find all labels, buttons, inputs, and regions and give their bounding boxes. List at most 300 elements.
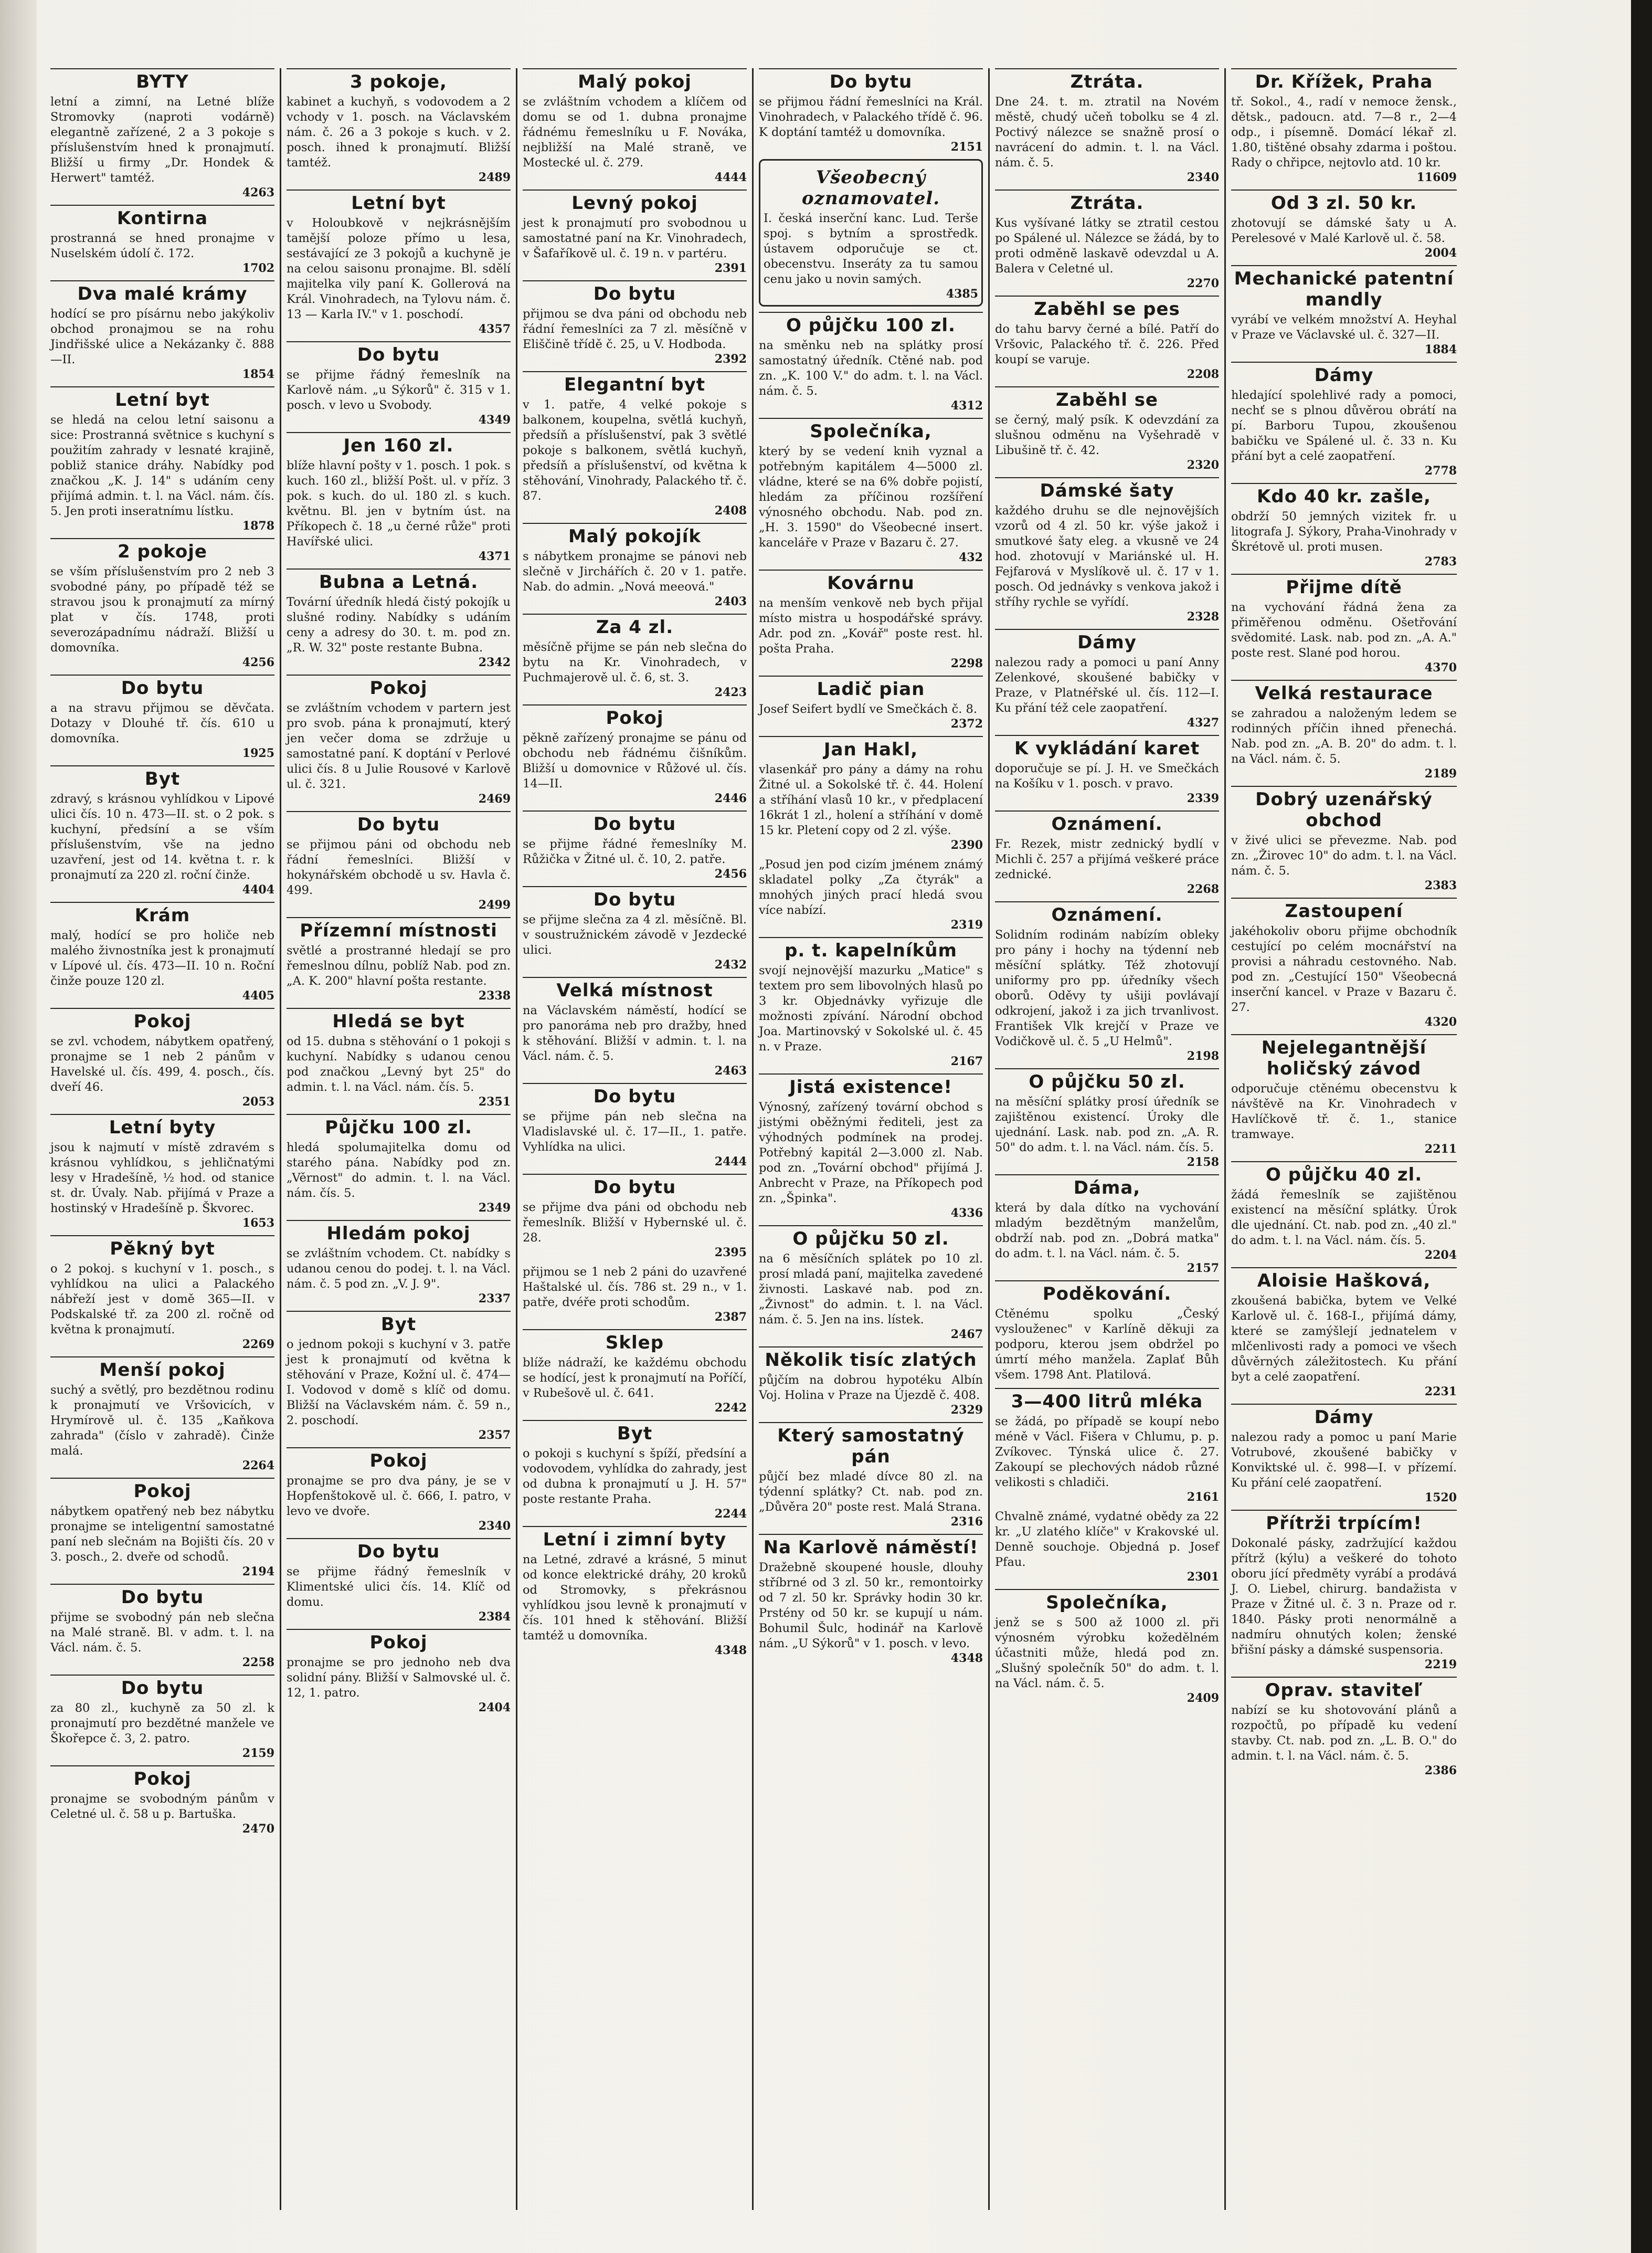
- classified-ad: [759, 159, 983, 307]
- classified-ad: [759, 1225, 983, 1341]
- ad-heading: Do bytu: [287, 341, 511, 365]
- ad-text: se vším příslušenstvím pro 2 neb 3 svobodné pány, po případě též se stravou jsou k pronajmutí za mírný plat v čís. 1748, proti severozápadnímu nádraží. Bližší u domovníka.: [50, 565, 274, 655]
- ad-text: zhotovují se dámské šaty u A. Perelesové v Malé Karlově ul. č. 58.: [1231, 216, 1457, 245]
- classified-ad: [759, 937, 983, 1068]
- classified-columns: [45, 68, 1614, 2210]
- classified-ad: [995, 1174, 1219, 1275]
- classified-ad: [523, 523, 747, 608]
- ad-heading: Pokoj: [523, 704, 747, 729]
- classified-ad: [995, 477, 1219, 624]
- ad-text: obdrží 50 jemných vizitek fr. u litografa J. Sýkory, Praha-Vinohrady v Škrétově ul. proti musen.: [1231, 510, 1457, 554]
- classified-ad: [523, 886, 747, 972]
- ad-heading: Ztráta.: [995, 189, 1219, 214]
- classified-ad: [287, 68, 511, 184]
- ad-text: nabízí se ku shotovování plánů a rozpočtů, po případě ku vedení stavby. Ct. nab. pod zn. „L. B. O." do admin. t. l. na Václ. nám. č. 5.: [1231, 1703, 1457, 1763]
- ad-heading: 2 pokoje: [50, 538, 274, 562]
- ad-text: zdravý, s krásnou vyhlídkou v Lipové ulici čís. 10 n. 473—II. st. o 2 pok. s kuchyní, předsíní a se vším příslušenstvím, vše na jedno uzavření, jest od 14. května t. r. k pronajmutí za 220 zl. roční činže.: [50, 792, 274, 882]
- ad-heading: O půjčku 50 zl.: [995, 1068, 1219, 1092]
- ad-heading: Levný pokoj: [523, 189, 747, 214]
- ad-number: 1925: [242, 746, 274, 760]
- ad-heading: Jistá existence!: [759, 1073, 983, 1098]
- ad-heading: Kontirna: [50, 205, 274, 229]
- ad-text: malý, hodící se pro holiče neb malého živnostníka jest k pronajmutí v Lípové ul. čís. 473—II. 10 n. Roční činže pouze 120 zl.: [50, 929, 274, 988]
- classified-ad: [995, 810, 1219, 896]
- classified-ad: [995, 296, 1219, 381]
- ad-text: s nábytkem pronajme se pánovi neb slečně v Jirchářích č. 20 v 1. patře. Nab. do admin. „Nová meeová.": [523, 550, 747, 594]
- ad-heading: Letní byty: [50, 1114, 274, 1138]
- classified-ad: [995, 629, 1219, 730]
- classified-ad: [523, 371, 747, 518]
- ad-text: měsíčně přijme se pán neb slečna do bytu na Kr. Vinohradech, v Puchmajerově ul. č. 6, st. 3.: [523, 640, 747, 685]
- ad-text: se přijme řádné řemeslníky M. Růžička v Žitné ul. č. 10, 2. patře.: [523, 837, 747, 866]
- classified-ad: [1231, 1510, 1457, 1671]
- ad-number: 1653: [242, 1216, 274, 1230]
- column-5: [990, 68, 1226, 2210]
- ad-text: nalezou rady a pomoci u paní Anny Zelenkové, skoušené babičky v Praze, v Platnéřské ul. čís. 112—I. Ku přání též cele zaopatření.: [995, 656, 1219, 715]
- classified-ad: [50, 765, 274, 897]
- classified-ad: [1231, 1161, 1457, 1262]
- ad-number: 2340: [1187, 171, 1219, 184]
- ad-heading: Pokoj: [287, 1629, 511, 1653]
- ad-number: 2158: [1187, 1155, 1219, 1169]
- classified-ad: [523, 189, 747, 275]
- ad-heading: Do bytu: [50, 1675, 274, 1699]
- ad-text: na směnku neb na splátky prosí samostatný úředník. Ctěné nab. pod zn. „K. 100 V." do adm. t. l. na Václ. nám. č. 5.: [759, 339, 983, 398]
- classified-ad: [1231, 898, 1457, 1029]
- ad-number: 2351: [478, 1095, 511, 1109]
- ad-number: 2342: [478, 656, 511, 669]
- classified-ad: [523, 704, 747, 805]
- ad-text: Ctěnému spolku „Český vyslouženec" v Karlíně děkuji za podporu, kterou jsem obdržel po úmrtí mého manžela. Zaplať Bůh všem. 1798 Ant. Platilová.: [995, 1307, 1219, 1382]
- ad-heading: Dr. Křížek, Praha: [1231, 68, 1457, 92]
- ad-number: 2151: [950, 140, 983, 154]
- column-4: [754, 68, 990, 2210]
- ad-text: na vychování řádná žena za přiměřenou odměnu. Ošetřování svědomité. Lask. nab. pod zn. „A. A." poste rest. Slané pod horou.: [1231, 601, 1457, 660]
- ad-number: 2337: [478, 1292, 511, 1306]
- ad-heading: O půjčku 40 zl.: [1231, 1161, 1457, 1185]
- ad-text: se přijmou řádní řemeslníci na Král. Vinohradech, v Palackého třídě č. 96. K doptání tamtéž u domovníka.: [759, 95, 983, 139]
- ad-text: za 80 zl., kuchyně za 50 zl. k pronajmutí pro bezdětné manžele ve Škořepce č. 3, 2. patro.: [50, 1701, 274, 1745]
- classified-ad: [1231, 574, 1457, 675]
- ad-text: nábytkem opatřený neb bez nábytku pronajme se inteligentní samostatné paní neb slečnám na Bojišti čís. 20 v 3. posch., 2. dveře od schodů.: [50, 1504, 274, 1564]
- ad-heading: Přízemní místnosti: [287, 917, 511, 941]
- ad-number: 4370: [1424, 661, 1457, 675]
- classified-ad: [759, 1073, 983, 1220]
- classified-ad: [759, 736, 983, 852]
- classified-ad: [995, 1068, 1219, 1169]
- ad-number: 1520: [1424, 1491, 1457, 1504]
- ad-number: 2390: [950, 838, 983, 852]
- ad-text: se zvláštním vchodem v partern jest pro svob. pána k pronajmutí, který jen večer doma se zdržuje u samostatné paní. K doptání v Perlové ulici čís. 8 u Julie Rousové v Karlově ul. č. 321.: [287, 701, 511, 791]
- ad-number: 2004: [1424, 246, 1457, 260]
- ad-heading: Krám: [50, 902, 274, 926]
- classified-ad: [50, 68, 274, 199]
- ad-text: půjčí bez mladé dívce 80 zl. na týdenní splátky? Ct. nab. pod zn. „Důvěra 20" poste rest. Malá Strana.: [759, 1470, 983, 1514]
- ad-number: 2456: [714, 867, 747, 881]
- ad-number: 2328: [1187, 610, 1219, 624]
- ad-number: 2783: [1424, 555, 1457, 568]
- classified-ad: [50, 1356, 274, 1472]
- classified-ad: [1231, 68, 1457, 184]
- ad-heading: Do bytu: [523, 280, 747, 304]
- classified-ad: [995, 1388, 1219, 1504]
- classified-ad: [759, 1422, 983, 1529]
- ad-text: svojí nejnovější mazurku „Matice" s textem pro sem libovolných hlasů po 3 kr. Objednávky vyřizuje dle možnosti zpívání. Národní obchod Joa. Martinovský v Sokolské ul. č. 45 n. v Praze.: [759, 964, 983, 1054]
- ad-text: o pokoji s kuchyní s špíží, předsíní a vodovodem, vyhlídka do zahrady, jest od dubna k pronajmutí u J. H. 57" poste restante Praha.: [523, 1447, 747, 1506]
- ad-number: 2463: [714, 1064, 747, 1078]
- ad-text: Kus vyšívané látky se ztratil cestou po Spálené ul. Nálezce se žádá, by to proti odměně laskavě odevzdal u A. Balera v Celetné ul.: [995, 216, 1219, 276]
- ad-heading: Společníka,: [995, 1589, 1219, 1613]
- ad-text: se přijmou páni od obchodu neb řádní řemeslníci. Bližší v hokynářském obchodě u sv. Havla č. 499.: [287, 838, 511, 897]
- ad-number: 2219: [1424, 1658, 1457, 1671]
- ad-number: 2391: [714, 261, 747, 275]
- classified-ad: [523, 1265, 747, 1324]
- column-6: [1226, 68, 1462, 2210]
- classified-ad: [523, 1526, 747, 1657]
- ad-number: 4348: [714, 1644, 747, 1657]
- ad-number: 2372: [950, 717, 983, 731]
- classified-ad: [287, 917, 511, 1003]
- classified-ad: [50, 538, 274, 669]
- ad-text: blíže nádraží, ke každému obchodu se hodící, jest k pronajmutí na Poříčí, v Rubešově ul. č. 641.: [523, 1356, 747, 1400]
- ad-text: hledající spolehlivé rady a pomoci, nechť se s plnou důvěrou obrátí na pí. Barboru Tupou, zkoušenou babičku ve Spálené ul. č. 33 n. Ku přání byt a celé zaopatření.: [1231, 388, 1457, 463]
- ad-number: 2319: [950, 918, 983, 932]
- ad-number: 2242: [714, 1401, 747, 1415]
- classified-ad: [50, 1584, 274, 1669]
- ad-heading: Do bytu: [287, 811, 511, 835]
- classified-ad: [287, 432, 511, 563]
- ad-text: na 6 měsíčních splátek po 10 zl. prosí mladá paní, majitelka zavedené živnosti. Laskavé nab. pod zn. „Živnost" do admin. t. l. na Václ. nám. č. 5. Jen na ins. lístek.: [759, 1252, 983, 1326]
- ad-heading: Na Karlově náměstí!: [759, 1534, 983, 1558]
- ad-number: 2053: [242, 1095, 274, 1109]
- classified-ad: [50, 1008, 274, 1109]
- ad-heading: Pokoj: [50, 1008, 274, 1032]
- classified-ad: [287, 341, 511, 427]
- ad-heading: Zaběhl se: [995, 386, 1219, 410]
- ad-heading: Elegantní byt: [523, 371, 747, 395]
- ad-number: 2383: [1424, 879, 1457, 892]
- ad-heading: BYTY: [50, 68, 274, 92]
- ad-text: letní a zimní, na Letné blíže Stromovky (naproti vodárně) elegantně zařízené, 2 a 3 pokoje s příslušenstvím hned k pronajmutí. Bližší u firmy „Dr. Hondek & Herwert" tamtéž.: [50, 95, 274, 185]
- ad-text: prostranná se hned pronajme v Nuselském údolí č. 172.: [50, 231, 274, 260]
- ad-heading: Menší pokoj: [50, 1356, 274, 1381]
- classified-ad: [50, 280, 274, 381]
- ad-heading: Do bytu: [287, 1538, 511, 1562]
- ad-number: 2392: [714, 352, 747, 366]
- classified-ad: [287, 1447, 511, 1533]
- ad-heading: Společníka,: [759, 418, 983, 442]
- ad-text: zkoušená babička, bytem ve Velké Karlově ul. č. 168-I., přijímá dámy, které se zamýšlejí jednatelem v mlčenlivosti rady a pomoci ve všech důvěrných záležitostech. Ku přání byt a celé zaopatření.: [1231, 1294, 1457, 1384]
- ad-heading: Do bytu: [523, 886, 747, 910]
- ad-number: 4327: [1187, 716, 1219, 730]
- ad-text: půjčím na dobrou hypotéku Albín Voj. Holina v Praze na Újezdě č. 408.: [759, 1373, 983, 1402]
- ad-text: na Václavském náměstí, hodící se pro panoráma neb pro dražby, hned k stěhování. Bližší v admin. t. l. na Václ. nám. č. 5.: [523, 1004, 747, 1063]
- ad-number: 4263: [242, 186, 274, 199]
- ad-heading: Sklep: [523, 1329, 747, 1353]
- ad-heading: Dámy: [1231, 1404, 1457, 1428]
- ad-text: pronajme se pro jednoho neb dva solidní pány. Bližší v Salmovské ul. č. 12, 1. patro.: [287, 1656, 511, 1700]
- classified-ad: [523, 614, 747, 699]
- ad-number: 2432: [714, 958, 747, 972]
- classified-ad: [50, 902, 274, 1003]
- classified-ad: [523, 1420, 747, 1521]
- ad-text: se zahradou a naloženým ledem se rodinných příčin ihned přenechá. Nab. pod zn. „A. B. 20" do adm. t. l. na Václ. nám. č. 5.: [1231, 707, 1457, 766]
- ad-heading: Kovárnu: [759, 570, 983, 594]
- classified-ad: [523, 68, 747, 184]
- ad-number: 4349: [478, 413, 511, 427]
- ad-text: pronajme se pro dva pány, je se v Hopfenštokově ul. č. 666, I. patro, v levo ve dvoře.: [287, 1474, 511, 1518]
- ad-heading: Kdo 40 kr. zašle,: [1231, 483, 1457, 507]
- ad-heading: Byt: [287, 1311, 511, 1335]
- ad-number: 2301: [1187, 1570, 1219, 1584]
- classified-ad: [1231, 1034, 1457, 1156]
- ad-number: 4405: [242, 989, 274, 1003]
- ad-number: 2470: [242, 1822, 274, 1836]
- ad-text: se žádá, po případě se koupí nebo méně v Václ. Fišera v Chlumu, p. p. Zvíkovec. Týnská ulice č. 27. Zakoupí se plechových nádob různé velikosti s chladiči.: [995, 1415, 1219, 1489]
- classified-ad: [995, 735, 1219, 805]
- ad-number: 4371: [478, 550, 511, 563]
- classified-ad: [523, 1329, 747, 1415]
- ad-text: Fr. Rezek, mistr zednický bydlí v Michli č. 257 a přijímá veškeré práce zednické.: [995, 837, 1219, 881]
- ad-number: 4336: [950, 1206, 983, 1220]
- ad-text: se přijme pán neb slečna na Vladislavské ul. č. 17—II., 1. patře. Vyhlídka na ulici.: [523, 1110, 747, 1154]
- classified-ad: [50, 1235, 274, 1351]
- ad-heading: Letní byt: [287, 189, 511, 214]
- ad-text: každého druhu se dle nejnovějších vzorů od 4 zl. 50 kr. výše jakož i smutkové šaty eleg. a vkusně ve 24 hod. zhotovují v Mariánské ul. H. Fejfarová v Myslíkově ul. č. 17 v 1. posch. Od jednávky s venkova jakož i stříhy rychle se vyřídí.: [995, 504, 1219, 609]
- classified-ad: [523, 280, 747, 366]
- page-binding-edge: [0, 0, 37, 2253]
- ad-text: vlasenkář pro pány a dámy na rohu Žitné ul. a Sokolské tř. č. 44. Holení a stříhání vlasů 10 kr., v předplacení 16krát 1 zl., holení a stříhání v domě 15 kr. Pletení copy od 2 zl. výše.: [759, 763, 983, 837]
- ad-text: a na stravu přijmou se děvčata. Dotazy v Dlouhé tř. čís. 610 u domovníka.: [50, 701, 274, 745]
- classified-ad: [759, 857, 983, 932]
- ad-number: 2395: [714, 1246, 747, 1259]
- ad-text: se zvláštním vchodem a klíčem od domu se od 1. dubna pronajme řádnému řemeslníku u F. Nováka, nejbližší na Malé straně, ve Mostecké ul. č. 279.: [523, 95, 747, 170]
- ad-number: 2269: [242, 1338, 274, 1351]
- ad-number: 2320: [1187, 458, 1219, 472]
- ad-number: 2489: [478, 171, 511, 184]
- ad-heading: Malý pokojík: [523, 523, 747, 547]
- ad-heading: Od 3 zl. 50 kr.: [1231, 189, 1457, 214]
- ad-number: 2387: [714, 1310, 747, 1324]
- ad-heading: 3 pokoje,: [287, 68, 511, 92]
- ad-heading: Do bytu: [50, 675, 274, 699]
- ad-number: 2403: [714, 595, 747, 608]
- ad-text: Dražebně skoupené housle, dlouhy stříbrné od 3 zl. 50 kr., remontoirky od 7 zl. 50 kr. Správky hodin 30 kr. Prstény od 50 kr. se kupují u nám. Bohumil Šulc, hodinář na Karlově nám. „U Sýkorů" v 1. posch. v levo.: [759, 1561, 983, 1650]
- ad-number: 4348: [950, 1651, 983, 1665]
- classified-ad: [50, 205, 274, 275]
- ad-heading: Přijme dítě: [1231, 574, 1457, 598]
- classified-ad: [759, 418, 983, 564]
- classified-ad: [995, 189, 1219, 290]
- classified-ad: [287, 1008, 511, 1109]
- ad-number: 2408: [714, 504, 747, 518]
- classified-ad: [1231, 1677, 1457, 1777]
- ad-number: 2444: [714, 1155, 747, 1168]
- ad-number: 2339: [1187, 792, 1219, 805]
- ad-heading: Poděkování.: [995, 1280, 1219, 1304]
- ad-number: 11609: [1416, 171, 1457, 184]
- ad-heading: Mechanické patentní mandly: [1231, 265, 1457, 310]
- ad-number: 2159: [242, 1746, 274, 1760]
- ad-text: žádá řemeslník se zajištěnou existencí na měsíční splátky. Úrok dle ujednání. Ct. nab. pod zn. „40 zl." do adm. t. l. na Václ. nám. čís. 5.: [1231, 1188, 1457, 1247]
- ad-heading: Velká restaurace: [1231, 680, 1457, 704]
- classified-ad: [759, 570, 983, 670]
- ad-text: na Letné, zdravé a krásné, 5 minut od konce elektrické dráhy, 20 kroků od Stromovky, s překrásnou vyhlídkou jsou levně k pronajmutí v čís. 101 hned k stěhování. Bližší tamtéž u domovníka.: [523, 1553, 747, 1643]
- ad-heading: Jan Hakl,: [759, 736, 983, 760]
- ad-heading: Ladič pian: [759, 676, 983, 700]
- ad-heading: Malý pokoj: [523, 68, 747, 92]
- ad-heading: Dobrý uzenářský obchod: [1231, 786, 1457, 831]
- ad-heading: Dámy: [1231, 362, 1457, 386]
- ad-number: 2298: [950, 657, 983, 670]
- classified-ad: [1231, 1267, 1457, 1398]
- column-3: [517, 68, 754, 2210]
- classified-ad: [50, 1478, 274, 1578]
- ad-text: se přijme řádný řemeslník na Karlově nám. „u Sýkorů" č. 315 v 1. posch. v levo u Svobody.: [287, 368, 511, 412]
- ad-heading: Aloisie Hašková,: [1231, 1267, 1457, 1291]
- ad-text: se černý, malý psík. K odevzdání za slušnou odměnu na Vyšehradě v Libušině tř. č. 42.: [995, 413, 1219, 457]
- ad-text: Chvalně známé, vydatné obědy za 22 kr. „U zlatého klíče" v Krakovské ul. Denně souchoje. Objedná p. Josef Pfau.: [995, 1510, 1219, 1569]
- ad-text: se hledá na celou letní saisonu a sice: Prostranná světnice s kuchyní s použitím zahrady v lesnaté krajině, pobliž stanice dráhy. Nabídky pod značkou „K. J. 14" s udáním ceny přijímá admin. t. l. na Václ. nám. čís. 5. Jen proti inseratnímu lístku.: [50, 413, 274, 518]
- ad-text: který by se vedení knih vyznal a potřebným kapitálem 4—5000 zl. vládne, které se na 6% dobře pojistí, hledám za příčinou rozšíření výnosného obchodu. Nab. pod zn. „H. 3. 1590" do Všeobecné insert. kanceláře v Praze v Bazaru č. 27.: [759, 445, 983, 550]
- ad-text: přijmou se dva páni od obchodu neb řádní řemeslníci za 7 zl. měsíčně v Eliščině třídě č. 25, u V. Hodboda.: [523, 307, 747, 351]
- ad-heading: Letní byt: [50, 386, 274, 410]
- ad-number: 2211: [1424, 1142, 1457, 1156]
- ad-number: 2423: [714, 686, 747, 699]
- classified-ad: [995, 1589, 1219, 1705]
- ad-text: tř. Sokol., 4., radí v nemoce žensk., dětsk., padoucn. atd. 7—8 r., 2—4 odp., i písemně. Domácí lékař zl. 1.80, tištěné obsahy zdarma i poštou. Rady o chřipce, nejtovlo atd. 10 kr.: [1231, 95, 1457, 170]
- classified-ad: [523, 1174, 747, 1259]
- ad-number: 2231: [1424, 1385, 1457, 1398]
- ad-number: 2264: [242, 1459, 274, 1472]
- ad-text: vyrábí ve velkém množství A. Heyhal v Praze ve Václavské ul. č. 327—II.: [1231, 313, 1457, 342]
- ad-heading: O půjčku 50 zl.: [759, 1225, 983, 1249]
- ad-heading: Oznámení.: [995, 901, 1219, 925]
- ad-number: 2198: [1187, 1049, 1219, 1063]
- ad-number: 1884: [1424, 343, 1457, 356]
- ad-heading: Ztráta.: [995, 68, 1219, 92]
- ad-number: 2258: [242, 1656, 274, 1669]
- ad-text: na menším venkově neb bych přijal místo mistra u hospodářské správy. Adr. pod zn. „Kovář" poste rest. hl. pošta Praha.: [759, 596, 983, 656]
- ad-heading: Do bytu: [759, 68, 983, 92]
- ad-text: nalezou rady a pomoc u paní Marie Votrubové, zkoušené babičky v Konviktské ul. č. 998—I. v přízemí. Ku přání celé zaopatření.: [1231, 1430, 1457, 1490]
- ad-heading: Dva malé krámy: [50, 280, 274, 304]
- ad-text: Solidním rodinám nabízím obleky pro pány i hochy na týdenní neb měsíční splátky. Též zhotovují uniformy pro pp. úředníky všech oborů. Oděvy ty ušiji povlávají odkrojení, jakož i za jich trvanlivost. František Vlk krejčí v Praze ve Vodičkově ul. č. 5 „U Helmů".: [995, 928, 1219, 1048]
- ad-text: odporučuje ctěnému obecenstvu k návštěvě na Kr. Vinohradech v Havlíčkově tř. č. 1., stanice tramwaye.: [1231, 1082, 1457, 1141]
- ad-text: se zvláštním vchodem. Ct. nabídky s udanou cenou do podej. t. l. na Václ. nám. č. 5 pod zn. „V. J. 9".: [287, 1247, 511, 1291]
- classified-ad: [287, 189, 511, 336]
- ad-number: 1878: [242, 519, 274, 533]
- ad-text: pěkně zařízený pronajme se pánu od obchodu neb řádnému čišníkům. Bližší u domovnice v Růžové ul. čís. 14—II.: [523, 731, 747, 791]
- ad-heading: Velká místnost: [523, 977, 747, 1001]
- ad-text: v 1. patře, 4 velké pokoje s balkonem, koupelna, světlá kuchyň, předsíň a příslušenství, pak 3 světlé pokoje s balkonem, světlá kuchyň, předsíň a příslušenství, od května k stěhování, Vinohrady, Palackého tř. č. 87.: [523, 398, 747, 503]
- ad-heading: 3—400 litrů mléka: [995, 1388, 1219, 1412]
- classified-ad: [523, 1083, 747, 1168]
- ad-heading: Oznámení.: [995, 810, 1219, 835]
- ad-heading: Pokoj: [287, 1447, 511, 1471]
- classified-ad: [1231, 189, 1457, 260]
- ad-number: 2189: [1424, 767, 1457, 781]
- ad-heading: Do bytu: [523, 1174, 747, 1198]
- ad-number: 2404: [478, 1701, 511, 1714]
- ad-text: suchý a světlý, pro bezdětnou rodinu k pronajmutí ve Vršovicích, v Hrymírově ul. č. 135 „Kaňkova zahrada" (číslo v zahradě). Činže malá.: [50, 1383, 274, 1458]
- ad-number: 2340: [478, 1519, 511, 1533]
- ad-number: 1854: [242, 367, 274, 381]
- ad-text: přijmou se 1 neb 2 páni do uzavřené Haštalské ul. čís. 786 st. 29 n., v 1. patře, dvéře proti schodům.: [523, 1265, 747, 1309]
- ad-number: 2194: [242, 1565, 274, 1578]
- ad-number: 432: [959, 551, 983, 564]
- ad-text: od 15. dubna s stěhování o 1 pokoji s kuchyní. Nabídky s udanou cenou pod značkou „Levný byt 25" do admin. t. l. na Václ. nám. čís. 5.: [287, 1035, 511, 1094]
- ad-heading: Pokoj: [50, 1478, 274, 1502]
- ad-text: doporučuje se pí. J. H. ve Smečkách na Košíku v 1. posch. v pravo.: [995, 762, 1219, 791]
- ad-number: 2157: [1187, 1261, 1219, 1275]
- ad-text: hodící se pro písárnu nebo jakýkoliv obchod pronajmou se na rohu Jindřišské ulice a Nekázanky č. 888—II.: [50, 307, 274, 366]
- classified-ad: [995, 1509, 1219, 1584]
- classified-ad: [759, 1534, 983, 1665]
- ad-text: Tovární úředník hledá čistý pokojík u slušné rodiny. Nabídky s udáním ceny a adresy do 30. t. m. pod zn. „R. W. 32" poste restante Bubna.: [287, 595, 511, 655]
- ad-number: 2409: [1187, 1691, 1219, 1705]
- ad-text: pronajme se svobodným pánům v Celetné ul. č. 58 u p. Bartuška.: [50, 1792, 274, 1821]
- ad-number: 4312: [950, 399, 983, 413]
- ad-number: 2270: [1187, 277, 1219, 290]
- ad-heading: Do bytu: [523, 1083, 747, 1107]
- ad-text: blíže hlavní pošty v 1. posch. 1 pok. s kuch. 160 zl., bližší Pošt. ul. v příz. 3 pok. s kuch. do ul. 180 zl. s kuch. květnu. Bl. jen v bytním úst. na Příkopech č. 18 „u černé růže" proti Havířské ulici.: [287, 459, 511, 549]
- ad-number: 2329: [950, 1403, 983, 1417]
- ad-text: se přijme slečna za 4 zl. měsíčně. Bl. v soustružnickém závodě v Jezdecké ulici.: [523, 913, 747, 957]
- ad-heading: Přítrži trpícím!: [1231, 1510, 1457, 1534]
- ad-heading: O půjčku 100 zl.: [759, 312, 983, 336]
- ad-text: Josef Seifert bydlí ve Smečkách č. 8.: [759, 702, 977, 716]
- classified-ad: [759, 68, 983, 154]
- ad-heading: Pěkný byt: [50, 1235, 274, 1259]
- ad-text: jakéhokoliv oboru přijme obchodník cestující po celém mocnářství na provisi a náhradu cestovného. Nab. pod zn. „Cestující 150" Všeobecná inserční kancel. v Praze v Bazaru č. 27.: [1231, 924, 1457, 1014]
- classified-ad: [50, 1114, 274, 1230]
- ad-heading: Několik tisíc zlatých: [759, 1346, 983, 1371]
- ad-number: 2167: [950, 1055, 983, 1068]
- ad-heading: Do bytu: [523, 810, 747, 835]
- classified-ad: [759, 312, 983, 413]
- ad-number: 2204: [1424, 1248, 1457, 1262]
- classified-ad: [759, 1346, 983, 1417]
- ad-number: 2161: [1187, 1490, 1219, 1504]
- ad-heading: Byt: [50, 765, 274, 789]
- ad-text: v Holoubkově v nejkrásnějším tamější poloze přímo u lesa, sestávající ze 3 pokojů a kuchyně je na celou saisonu pronajme. Bl. sdělí majitelka vily paní K. Gollerová na Král. Vinohradech, na Tylovu nám. č. 13 — Karla IV." v 1. poschodí.: [287, 216, 511, 321]
- ad-number: 2386: [1424, 1764, 1457, 1777]
- classified-ad: [523, 810, 747, 881]
- ad-text: o jednom pokoji s kuchyní v 3. patře jest k pronajmutí od května k stěhování v Praze, Kožní ul. č. 474—I. Vodovod v domě s klíč od domu. Bližší na Václavském nám. č. 59 n., 2. poschodí.: [287, 1338, 511, 1427]
- ad-text: jsou k najmutí v místě zdravém s krásnou vyhlídkou, s jehličnatými lesy v Hradešíně, ½ hod. od stanice st. dr. Úvaly. Nab. přijímá v Praze a hostinský v Hradešíně p. Škvorec.: [50, 1141, 274, 1215]
- ad-text: kabinet a kuchyň, s vodovodem a 2 vchody v 1. posch. na Václavském nám. č. 26 a 3 pokoje s kuch. v 2. posch. ihned k pronajmutí. Bližší tamtéž.: [287, 95, 511, 170]
- ad-heading: p. t. kapelníkům: [759, 937, 983, 961]
- ad-heading: Letní i zimní byty: [523, 1526, 747, 1550]
- ad-number: 4404: [242, 883, 274, 897]
- classified-ad: [287, 1538, 511, 1624]
- classified-ad: [523, 977, 747, 1078]
- ad-heading: Oprav. staviteľ: [1231, 1677, 1457, 1701]
- ad-heading: Dáma,: [995, 1174, 1219, 1198]
- classified-ad: [995, 901, 1219, 1063]
- ad-number: 2268: [1187, 882, 1219, 896]
- classified-ad: [287, 1220, 511, 1306]
- classified-ad: [287, 1311, 511, 1442]
- ad-heading: Za 4 zl.: [523, 614, 747, 638]
- ad-number: 2499: [478, 898, 511, 912]
- ad-heading: Pokoj: [287, 675, 511, 699]
- ad-heading: Půjčku 100 zl.: [287, 1114, 511, 1138]
- ad-heading: Byt: [523, 1420, 747, 1444]
- ad-heading: Hledá se byt: [287, 1008, 511, 1032]
- ad-number: 2469: [478, 792, 511, 806]
